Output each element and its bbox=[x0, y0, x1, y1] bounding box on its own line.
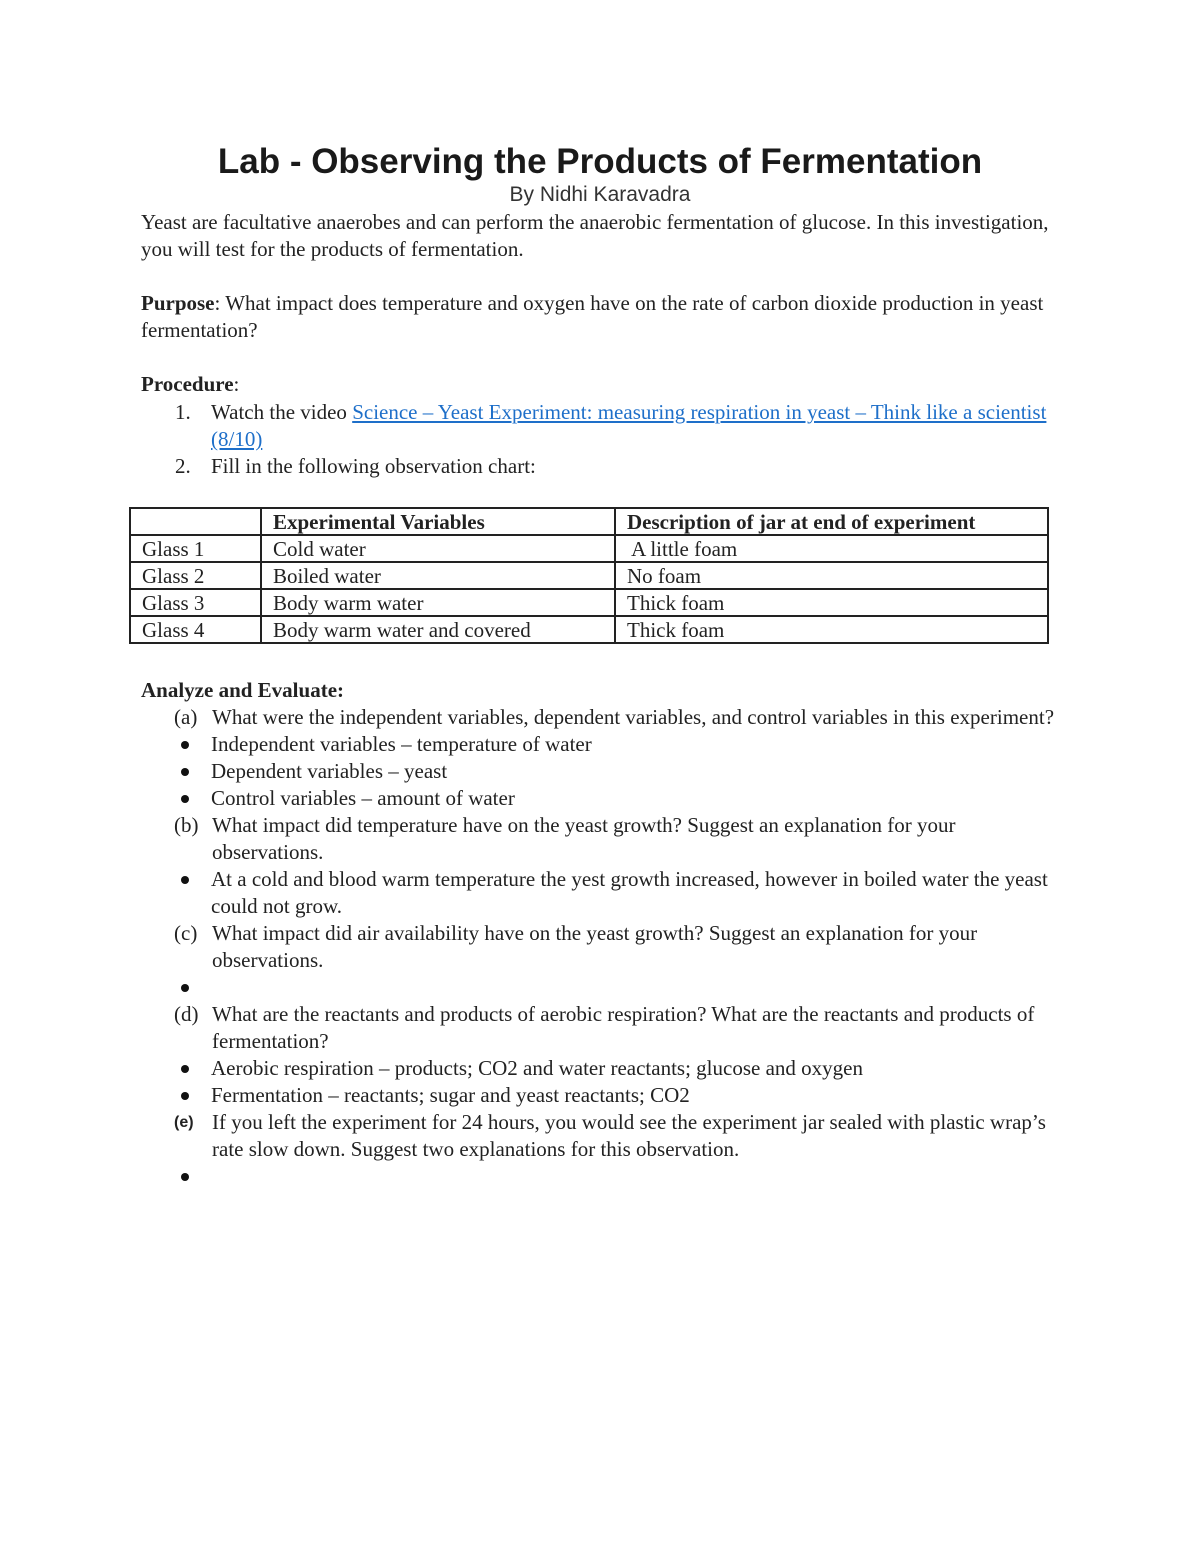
table-row bbox=[130, 589, 1048, 616]
question-d bbox=[141, 1001, 1061, 1055]
bullet-icon bbox=[181, 1092, 189, 1100]
table-cell: Boiled water bbox=[261, 562, 615, 589]
table-cell: Body warm water and covered bbox=[261, 616, 615, 643]
answer-item bbox=[141, 758, 1061, 785]
table-cell: Glass 3 bbox=[130, 589, 261, 616]
table-cell: Thick foam bbox=[615, 616, 1048, 643]
bullet-icon bbox=[181, 741, 189, 749]
table-row bbox=[130, 562, 1048, 589]
answer-item bbox=[141, 785, 1061, 812]
procedure-label: Procedure bbox=[141, 372, 234, 396]
table-cell: Glass 2 bbox=[130, 562, 261, 589]
table-cell: Thick foam bbox=[615, 589, 1048, 616]
bullet-icon bbox=[181, 984, 189, 992]
step-text: Watch the video bbox=[211, 400, 353, 424]
procedure-colon: : bbox=[233, 372, 240, 396]
question-text: What were the independent variables, dependent variables, and control variables in this experiment? bbox=[212, 705, 1055, 729]
answer-item bbox=[141, 1163, 1061, 1190]
author-byline: By Nidhi Karavadra bbox=[509, 183, 691, 206]
question-marker: (d) bbox=[174, 1002, 199, 1026]
procedure-step-1 bbox=[141, 399, 1061, 453]
bullet-icon bbox=[181, 795, 189, 803]
table-cell: Cold water bbox=[261, 535, 615, 562]
question-e bbox=[141, 1109, 1061, 1163]
answer-item bbox=[141, 866, 1061, 920]
question-c bbox=[141, 920, 1061, 974]
intro-paragraph: Yeast are facultative anaerobes and can perform the anaerobic fermentation of glucose. In this investigation, you will test for the products of fermentation. bbox=[141, 210, 1049, 261]
bullet-icon bbox=[181, 876, 189, 884]
answer-text: Dependent variables – yeast bbox=[211, 759, 448, 783]
table-header-cell: Description of jar at end of experiment bbox=[615, 508, 1048, 535]
question-b bbox=[141, 812, 1061, 866]
table-row bbox=[130, 535, 1048, 562]
answer-item bbox=[141, 1055, 1061, 1082]
bullet-icon bbox=[181, 1065, 189, 1073]
answer-list-d bbox=[141, 1055, 1061, 1109]
purpose-label: Purpose bbox=[141, 291, 215, 315]
question-text: What impact did air availability have on the yeast growth? Suggest an explanation for your observations. bbox=[212, 921, 978, 972]
answer-item bbox=[141, 731, 1061, 758]
answer-text: Fermentation – reactants; sugar and yeast reactants; CO2 bbox=[211, 1083, 690, 1107]
bullet-icon bbox=[181, 1173, 189, 1181]
video-link[interactable]: Science – Yeast Experiment: measuring respiration in yeast – Think like a scientist (8/10) bbox=[211, 400, 1047, 451]
question-marker: (c) bbox=[174, 921, 198, 945]
purpose-text: : What impact does temperature and oxygen have on the rate of carbon dioxide production in yeast fermentation? bbox=[141, 291, 1044, 342]
question-a bbox=[141, 704, 1061, 731]
step-text: Fill in the following observation chart: bbox=[211, 454, 536, 478]
question-text: If you left the experiment for 24 hours, you would see the experiment jar sealed with plastic wrap’s rate slow down. Suggest two explanations for this observation. bbox=[212, 1110, 1046, 1161]
answer-item bbox=[141, 1082, 1061, 1109]
answer-text: At a cold and blood warm temperature the yest growth increased, however in boiled water the yeast could not grow. bbox=[211, 867, 1048, 918]
table-cell: A little foam bbox=[615, 535, 1048, 562]
answer-list-a bbox=[141, 731, 1061, 812]
table-cell: No foam bbox=[615, 562, 1048, 589]
table-header-cell: Experimental Variables bbox=[261, 508, 615, 535]
table-cell: Glass 1 bbox=[130, 535, 261, 562]
question-marker: (a) bbox=[174, 705, 198, 729]
procedure-step-2 bbox=[141, 453, 1061, 480]
table-row bbox=[130, 616, 1048, 643]
table-cell: Body warm water bbox=[261, 589, 615, 616]
step-number: 1. bbox=[175, 400, 191, 424]
purpose-paragraph bbox=[141, 290, 1051, 344]
procedure-list bbox=[141, 399, 1061, 480]
step-number: 2. bbox=[175, 454, 191, 478]
question-text: What impact did temperature have on the yeast growth? Suggest an explanation for your observations. bbox=[212, 813, 956, 864]
answer-list-e bbox=[141, 1163, 1061, 1190]
observation-table bbox=[129, 507, 1049, 644]
document-title: Lab - Observing the Products of Fermentation bbox=[217, 142, 983, 181]
procedure-heading bbox=[141, 371, 1051, 398]
answer-list-b bbox=[141, 866, 1061, 920]
analyze-label: Analyze and Evaluate: bbox=[141, 678, 345, 702]
answer-text: Independent variables – temperature of water bbox=[211, 732, 592, 756]
table-header-row bbox=[130, 508, 1048, 535]
answer-text: Aerobic respiration – products; CO2 and water reactants; glucose and oxygen bbox=[211, 1056, 863, 1080]
analyze-question-list bbox=[141, 704, 1061, 1190]
table-cell: Glass 4 bbox=[130, 616, 261, 643]
table-header-cell bbox=[130, 508, 261, 535]
bullet-icon bbox=[181, 768, 189, 776]
question-marker: (e) bbox=[174, 1114, 194, 1131]
answer-item bbox=[141, 974, 1061, 1001]
question-text: What are the reactants and products of aerobic respiration? What are the reactants and products of fermentation? bbox=[212, 1002, 1035, 1053]
analyze-heading bbox=[141, 677, 1051, 704]
answer-list-c bbox=[141, 974, 1061, 1001]
question-marker: (b) bbox=[174, 813, 199, 837]
answer-text: Control variables – amount of water bbox=[211, 786, 515, 810]
